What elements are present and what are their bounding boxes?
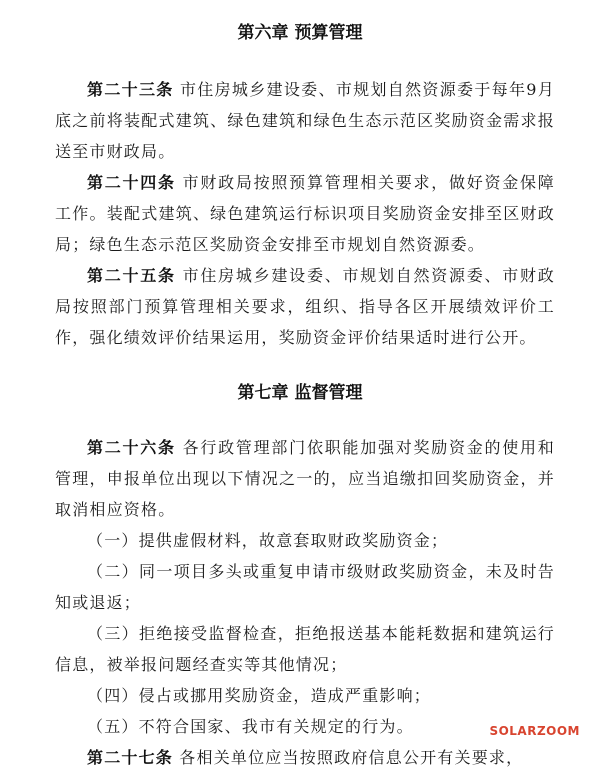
article-23-text: 市住房城乡建设委、市规划自然资源委于每年9月底之前将装配式建筑、绿色建筑和绿色生态示范区奖励资金需求报送至市财政局。: [55, 80, 555, 161]
article-25-label: 第二十五条: [87, 266, 176, 285]
article-27-text: 各相关单位应当按照政府信息公开有关要求，: [173, 748, 524, 767]
article-25-text: 市住房城乡建设委、市规划自然资源委、市财政局按照部门预算管理相关要求，组织、指导各区开展绩效评价工作，强化绩效评价结果运用，奖励资金评价结果适时进行公开。: [55, 266, 555, 347]
article-26: [55, 432, 555, 525]
article-27-label: 第二十七条: [87, 748, 174, 767]
article-24: [55, 167, 555, 260]
article-23-label: 第二十三条: [87, 80, 174, 99]
chapter-7-title: 第七章 监督管理: [237, 383, 363, 403]
article-24-label: 第二十四条: [87, 173, 176, 192]
watermark-logo: SOLARZOOM: [489, 724, 580, 738]
article-27: [55, 742, 555, 773]
article-26-text: 各行政管理部门依职能加强对奖励资金的使用和管理，申报单位出现以下情况之一的，应当追缴扣回奖励资金，并取消相应资格。: [55, 438, 555, 519]
article-25: [55, 260, 555, 353]
article-24-text: 市财政局按照预算管理相关要求，做好资金保障工作。装配式建筑、绿色建筑运行标识项目奖励资金安排至区财政局；绿色生态示范区奖励资金安排至市规划自然资源委。: [55, 173, 555, 254]
article-26-label: 第二十六条: [87, 438, 176, 457]
list-item-2: （二）同一项目多头或重复申请市级财政奖励资金，未及时告知或退返；: [55, 562, 555, 612]
list-item-3: （三）拒绝接受监督检查，拒绝报送基本能耗数据和建筑运行信息，被举报问题经查实等其他情况；: [55, 624, 555, 674]
chapter-6-title: 第六章 预算管理: [237, 23, 363, 43]
list-item-4: （四）侵占或挪用奖励资金，造成严重影响；: [87, 686, 432, 705]
list-item-1: （一）提供虚假材料，故意套取财政奖励资金；: [87, 531, 449, 550]
list-item-5: （五）不符合国家、我市有关规定的行为。: [87, 717, 414, 736]
article-23: [55, 74, 555, 167]
